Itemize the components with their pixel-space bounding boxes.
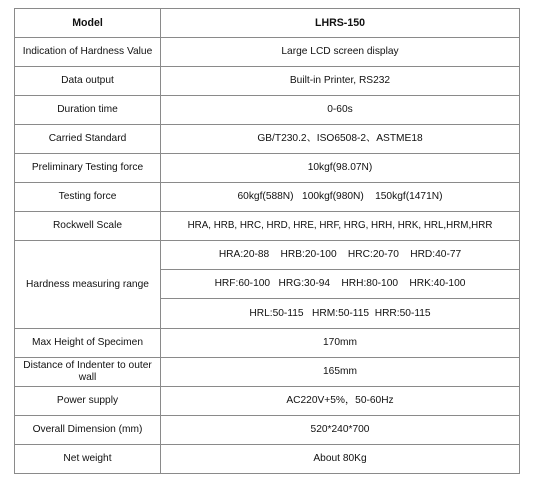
- row-label: Power supply: [15, 387, 161, 416]
- row-value: Built-in Printer, RS232: [161, 67, 520, 96]
- row-value: Large LCD screen display: [161, 38, 520, 67]
- hardness-range-line: HRA:20-88 HRB:20-100 HRC:20-70 HRD:40-77: [161, 241, 519, 270]
- row-value: 10kgf(98.07N): [161, 154, 520, 183]
- row-label: Net weight: [15, 445, 161, 474]
- row-label: Data output: [15, 67, 161, 96]
- table-row: [15, 183, 520, 212]
- table-row: [15, 358, 520, 387]
- row-label: Indication of Hardness Value: [15, 38, 161, 67]
- table-row: [15, 329, 520, 358]
- specification-table: [14, 8, 520, 474]
- row-value: GB/T230.2、ISO6508-2、ASTME18: [161, 125, 520, 154]
- hardness-range-values: [161, 241, 520, 329]
- table-row: [15, 416, 520, 445]
- hardness-range-row: [15, 241, 520, 329]
- hardness-range-line: HRL:50-115 HRM:50-115 HRR:50-115: [249, 307, 431, 319]
- table-row: [15, 125, 520, 154]
- row-value: 60kgf(588N) 100kgf(980N) 150kgf(1471N): [161, 183, 520, 212]
- table-row: [15, 445, 520, 474]
- row-value: 520*240*700: [161, 416, 520, 445]
- row-label: Duration time: [15, 96, 161, 125]
- row-value: AC220V+5%，50-60Hz: [161, 387, 520, 416]
- table-row: [15, 67, 520, 96]
- row-value: 170mm: [161, 329, 520, 358]
- row-label: Preliminary Testing force: [15, 154, 161, 183]
- table-row: [15, 154, 520, 183]
- row-label: Carried Standard: [15, 125, 161, 154]
- row-label: Distance of Indenter to outer wall: [15, 358, 161, 387]
- row-label: Rockwell Scale: [15, 212, 161, 241]
- row-value: About 80Kg: [161, 445, 520, 474]
- row-label: Overall Dimension (mm): [15, 416, 161, 445]
- table-row: [15, 387, 520, 416]
- hardness-range-label: Hardness measuring range: [15, 241, 161, 329]
- table-row: [15, 96, 520, 125]
- table-header-row: [15, 9, 520, 38]
- header-value: LHRS-150: [161, 9, 520, 38]
- table-row: [15, 212, 520, 241]
- row-value: HRA, HRB, HRC, HRD, HRE, HRF, HRG, HRH, HRK, HRL,HRM,HRR: [161, 212, 520, 241]
- row-value: 0-60s: [161, 96, 520, 125]
- row-label: Max Height of Specimen: [15, 329, 161, 358]
- row-value: 165mm: [161, 358, 520, 387]
- row-label: Testing force: [15, 183, 161, 212]
- hardness-range-line: HRF:60-100 HRG:30-94 HRH:80-100 HRK:40-100: [161, 270, 519, 299]
- table-row: [15, 38, 520, 67]
- header-label: Model: [15, 9, 161, 38]
